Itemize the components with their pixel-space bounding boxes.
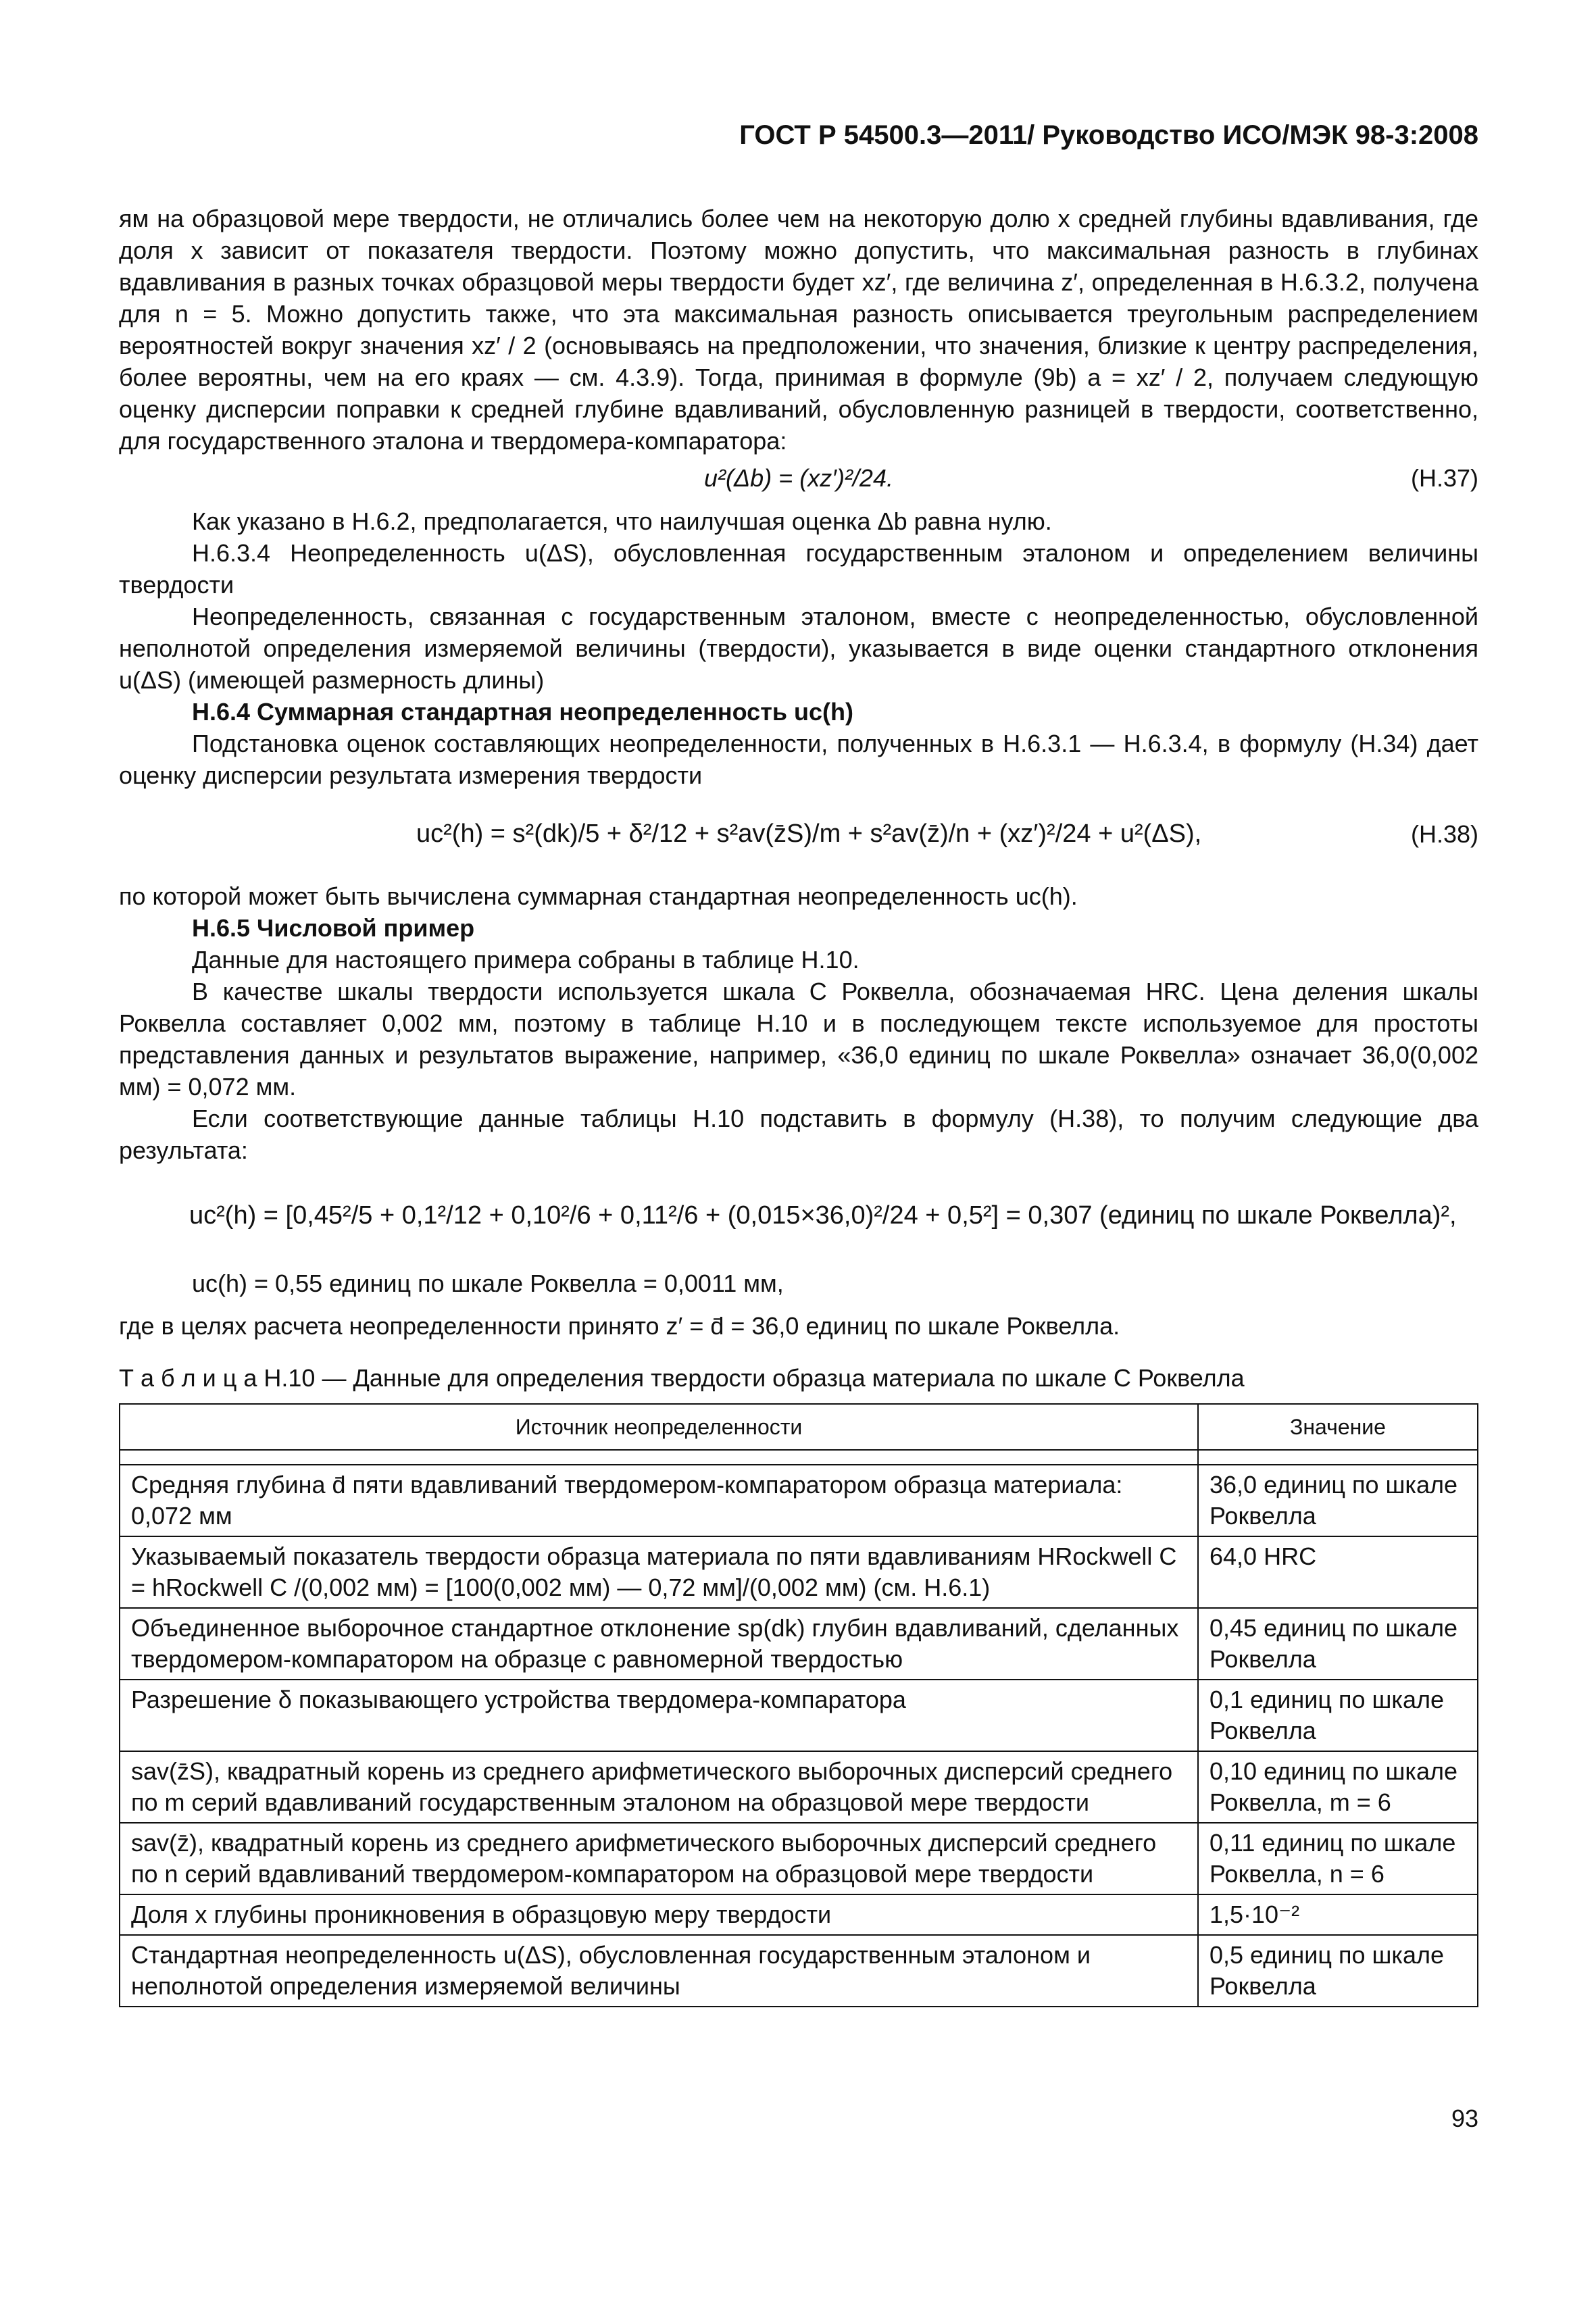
paragraph: ям на образцовой мере твердости, не отличались более чем на некоторую долю x средней глубины вдавливания, где доля x зависит от показателя твердости. Поэтому можно допустить, что максимальная разность в глубинах вдавливания в разных точках образцовой меры твердости будет xz′, где величина z′, определенная в Н.6.3.2, получена для n = 5. Можно допустить также, что эта максимальная разность описывается треугольным распределением вероятностей вокруг значения xz′ / 2 (основываясь на предположении, что значения, близкие к центру распределения, более вероятны, чем на его краях — см. 4.3.9). Тогда, принимая в формуле (9b) a = xz′ / 2, получаем следующую оценку дисперсии поправки к средней глубине вдавливаний, обусловленную разницей в твердости, соответственно, для государственного эталона и твердомера-компаратора: [119, 205, 1478, 455]
table-row [120, 1935, 1478, 2007]
formula-number: (Н.38) [1410, 820, 1478, 848]
table-cell: 0,1 единиц по шкале Роквелла [1198, 1680, 1478, 1751]
table-caption: Т а б л и ц а Н.10 — Данные для определения твердости образца материала по шкале С Роквелла [119, 1364, 1245, 1392]
table-row [120, 1894, 1478, 1935]
table-cell: 0,45 единиц по шкале Роквелла [1198, 1608, 1478, 1680]
formula-text: uc²(h) = [0,45²/5 + 0,1²/12 + 0,10²/6 + 0,11²/6 + (0,015×36,0)²/24 + 0,5²] = 0,307 (единиц по шкале Роквелла)², [189, 1201, 1457, 1230]
table-header-row [120, 1404, 1478, 1450]
table-cell: 64,0 HRC [1198, 1536, 1478, 1608]
section-heading: Н.6.4 Суммарная стандартная неопределенность uc(h) [192, 698, 853, 726]
paragraph: Данные для настоящего примера собраны в таблице Н.10. [192, 946, 859, 974]
data-table [119, 1403, 1478, 2007]
table-row [120, 1823, 1478, 1894]
table-row [120, 1680, 1478, 1751]
column-header: Источник неопределенности [120, 1404, 1198, 1450]
paragraph: по которой может быть вычислена суммарная стандартная неопределенность uc(h). [119, 882, 1078, 910]
paragraph: Как указано в Н.6.2, предполагается, что наилучшая оценка Δb равна нулю. [192, 507, 1052, 535]
formula-result-2: uc(h) = 0,55 единиц по шкале Роквелла = 0,0011 мм, [192, 1269, 784, 1297]
formula-text: uc²(h) = s²(dk)/5 + δ²/12 + s²av(z̄S)/m + s²av(z̄)/n + (xz′)²/24 + u²(ΔS), [416, 820, 1202, 848]
formula-number: (Н.37) [1410, 464, 1478, 492]
table-cell: Средняя глубина d̄ пяти вдавливаний твердомером-компаратором образца материала: 0,072 мм [120, 1465, 1198, 1536]
table-cell: 1,5·10⁻² [1198, 1894, 1478, 1935]
table-row [120, 1751, 1478, 1823]
table-cell: Объединенное выборочное стандартное отклонение sp(dk) глубин вдавливаний, сделанных твердомером-компаратором на образце с равномерной твердостью [120, 1608, 1198, 1680]
table-row [120, 1536, 1478, 1608]
table-cell: sav(z̄), квадратный корень из среднего арифметического выборочных дисперсий среднего по n серий вдавливаний твердомером-компаратором на образцовой мере твердости [120, 1823, 1198, 1894]
table-row [120, 1465, 1478, 1536]
table-cell: Указываемый показатель твердости образца материала по пяти вдавливаниям HRockwell C = hRockwell C /(0,002 мм) = [100(0,002 мм) — 0,72 мм]/(0,002 мм) (см. Н.6.1) [120, 1536, 1198, 1608]
paragraph: Если соответствующие данные таблицы Н.10 подставить в формулу (Н.38), то получим следующие два результата: [119, 1105, 1478, 1164]
formula-text: u²(Δb) = (xz′)²/24. [704, 464, 893, 492]
table-row [120, 1608, 1478, 1680]
table-cell: Доля x глубины проникновения в образцовую меру твердости [120, 1894, 1198, 1935]
page-header: ГОСТ Р 54500.3—2011/ Руководство ИСО/МЭК 98-3:2008 [739, 120, 1478, 150]
table-cell: 0,10 единиц по шкале Роквелла, m = 6 [1198, 1751, 1478, 1823]
table-cell: 36,0 единиц по шкале Роквелла [1198, 1465, 1478, 1536]
document-body [119, 203, 1478, 2007]
table-cell: 0,5 единиц по шкале Роквелла [1198, 1935, 1478, 2007]
paragraph: Неопределенность, связанная с государственным эталоном, вместе с неопределенностью, обусловленной неполнотой определения измеряемой величины (твердости), указывается в виде оценки стандартного отклонения u(ΔS) (имеющей размерность длины) [119, 603, 1478, 694]
section-heading: Н.6.5 Числовой пример [192, 914, 475, 942]
paragraph: Подстановка оценок составляющих неопределенности, полученных в Н.6.3.1 — Н.6.3.4, в формулу (Н.34) дает оценку дисперсии результата измерения твердости [119, 730, 1478, 789]
formula-h38 [119, 795, 1478, 876]
paragraph: Н.6.3.4 Неопределенность u(ΔS), обусловленная государственным эталоном и определением величины твердости [119, 539, 1478, 599]
paragraph: где в целях расчета неопределенности принято z′ = d̄ = 36,0 единиц по шкале Роквелла. [119, 1312, 1120, 1340]
table-cell: 0,11 единиц по шкале Роквелла, n = 6 [1198, 1823, 1478, 1894]
formula-result [119, 1166, 1478, 1267]
formula-h37 [119, 462, 1478, 500]
table-cell: Разрешение δ показывающего устройства твердомера-компаратора [120, 1680, 1198, 1751]
table-cell: sav(z̄S), квадратный корень из среднего арифметического выборочных дисперсий среднего по m серий вдавливаний государственным эталоном на образцовой мере твердости [120, 1751, 1198, 1823]
page-number: 93 [1451, 2105, 1478, 2132]
paragraph: В качестве шкалы твердости используется шкала С Роквелла, обозначаемая HRC. Цена деления шкалы Роквелла составляет 0,002 мм, поэтому в таблице Н.10 и в последующем тексте используемое для простоты представления данных и результатов выражение, например, «36,0 единиц по шкале Роквелла» означает 36,0(0,002 мм) = 0,072 мм. [119, 978, 1478, 1101]
table-cell: Стандартная неопределенность u(ΔS), обусловленная государственным эталоном и неполнотой определения измеряемой величины [120, 1935, 1198, 2007]
column-header: Значение [1198, 1404, 1478, 1450]
